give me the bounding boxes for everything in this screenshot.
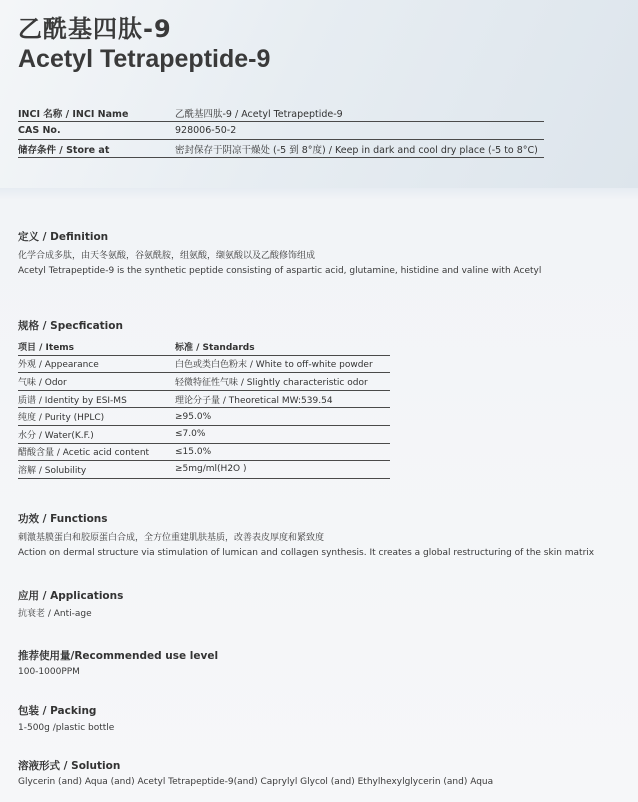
product-info-table (18, 104, 544, 158)
spec-standard: 轻微特征性气味 / Slightly characteristic odor (175, 377, 368, 388)
spec-standard: ≥95.0% (175, 411, 212, 422)
table-row (18, 373, 390, 391)
spec-standard: ≤7.0% (175, 429, 206, 440)
info-row-inci (18, 104, 544, 122)
spec-item: 醋酸含量 / Acetic acid content (18, 448, 150, 459)
definition-text-en: Acetyl Tetrapeptide-9 is the synthetic peptide consisting of aspartic acid, glutamine, histidine and valine with Acetyl (18, 266, 542, 276)
table-row (18, 356, 390, 374)
info-label: 储存条件 / Store at (18, 144, 110, 156)
functions-text-cn: 刺激基膜蛋白和胶原蛋白合成，全方位重建肌肤基质，改善表皮厚度和紧致度 (18, 533, 325, 543)
spec-item: 质谱 / Identity by ESI-MS (18, 395, 127, 406)
spec-standard: ≥5mg/ml(H2O ) (175, 464, 247, 475)
use-level-title: 推荐使用量/Recommended use level (18, 650, 219, 662)
table-row (18, 426, 390, 444)
spec-item: 气味 / Odor (18, 377, 67, 388)
product-title-cn: 乙酰基四肽-9 (18, 15, 172, 43)
applications-text: 抗衰老 / Anti-age (18, 609, 92, 619)
info-row-storage (18, 140, 544, 158)
table-row (18, 391, 390, 409)
info-row-cas (18, 122, 544, 140)
spec-standard: 白色或类白色粉末 / White to off-white powder (175, 360, 373, 371)
table-row (18, 461, 390, 479)
spec-header-standards: 标准 / Standards (175, 342, 255, 353)
spec-item: 纯度 / Purity (HPLC) (18, 413, 105, 424)
solution-text: Glycerin (and) Aqua (and) Acetyl Tetrapeptide-9(and) Caprylyl Glycol (and) Ethylhexylglycerin (and) Aqua (18, 777, 494, 787)
specification-table (18, 338, 390, 479)
functions-title: 功效 / Functions (18, 513, 108, 525)
functions-text-en: Action on dermal structure via stimulation of lumican and collagen synthesis. It creates a global restructuring of the skin matrix (18, 548, 595, 558)
spec-item: 外观 / Appearance (18, 360, 99, 371)
spec-item: 水分 / Water(K.F.) (18, 430, 94, 441)
packing-text: 1-500g /plastic bottle (18, 723, 115, 733)
definition-text-cn: 化学合成多肽，由天冬氨酸，谷氨酰胺，组氨酸，缬氨酸以及乙酸修饰组成 (18, 251, 316, 261)
spec-item: 溶解 / Solubility (18, 465, 87, 476)
specification-title: 规格 / Specfication (18, 320, 123, 332)
use-level-text: 100-1000PPM (18, 667, 80, 677)
applications-title: 应用 / Applications (18, 590, 124, 602)
info-value: 928006-50-2 (175, 125, 237, 136)
spec-standard: 理论分子量 / Theoretical MW:539.54 (175, 395, 333, 406)
info-label: INCI 名称 / INCI Name (18, 108, 129, 120)
packing-title: 包装 / Packing (18, 705, 97, 717)
solution-title: 溶液形式 / Solution (18, 760, 121, 772)
spec-header-row (18, 338, 390, 356)
product-title-en: Acetyl Tetrapeptide-9 (18, 45, 271, 73)
definition-title: 定义 / Definition (18, 231, 109, 243)
info-label: CAS No. (18, 125, 61, 136)
info-value: 乙酰基四肽-9 / Acetyl Tetrapeptide-9 (175, 108, 343, 120)
info-value: 密封保存于阴凉干燥处 (-5 到 8°度) / Keep in dark and cool dry place (-5 to 8°C) (175, 144, 538, 156)
spec-header-items: 项目 / Items (18, 342, 75, 353)
table-row (18, 408, 390, 426)
spec-standard: ≤15.0% (175, 446, 212, 457)
table-row (18, 444, 390, 462)
